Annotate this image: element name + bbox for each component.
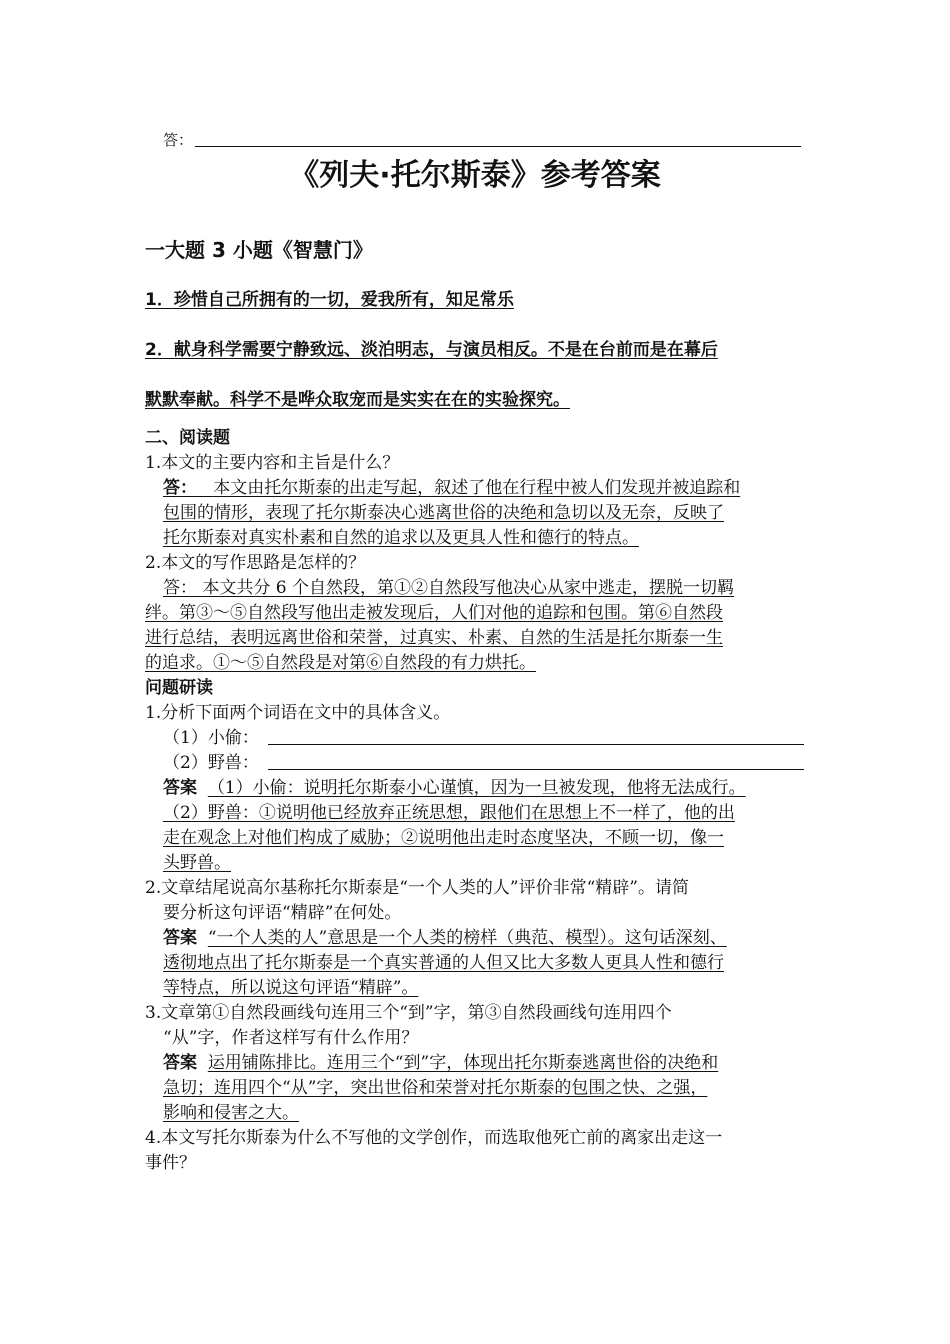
answer-label: 答案 xyxy=(163,778,197,798)
section2-q2-answer-line2: 绊。第③～⑤自然段写他出走被发现后，人们对他的追踪和包围。第⑥自然段 xyxy=(145,603,723,623)
answer-text: 本文由托尔斯泰的出走写起，叙述了他在行程中被人们发现并被追踪和 xyxy=(213,478,741,498)
answer-label: 答案 xyxy=(163,1053,197,1073)
section3-q1-sub1: （1）小偷： xyxy=(163,728,259,748)
section2-heading: 二、阅读题 xyxy=(145,428,230,448)
section3-question-4-line1: 4.本文写托尔斯泰为什么不写他的文学创作，而选取他死亡前的离家出走这一 xyxy=(145,1128,723,1148)
section3-q3-answer-line2: 急切；连用四个“从”字，突出世俗和荣誉对托尔斯泰的包围之快、之强， xyxy=(163,1078,708,1098)
top-answer-blank-line xyxy=(195,146,801,147)
section3-question-1: 1.分析下面两个词语在文中的具体含义。 xyxy=(145,703,451,723)
answer-text: 运用铺陈排比。连用三个“到”字，体现出托尔斯泰逃离世俗的决绝和 xyxy=(207,1053,719,1073)
section3-q1-answer-line3: 走在观念上对他们构成了威胁；②说明他出走时态度坚决，不顾一切，像一 xyxy=(163,828,724,848)
section3-question-3-line2: “从”字，作者这样写有什么作用？ xyxy=(163,1028,419,1048)
section3-q1-sub2: （2）野兽： xyxy=(163,753,259,773)
section1-answer-1: 1．珍惜自己所拥有的一切，爱我所有，知足常乐 xyxy=(145,290,514,310)
answer-text: “一个人类的人”意思是一个人类的榜样（典范、模型）。这句话深刻、 xyxy=(207,928,727,948)
section1-answer-2-line1: 2．献身科学需要宁静致远、淡泊明志，与演员相反。不是在台前而是在幕后 xyxy=(145,340,718,360)
top-answer-label: 答： xyxy=(163,131,194,149)
section3-question-2-line2: 要分析这句评语“精辟”在何处。 xyxy=(163,903,402,923)
sub1-blank-line xyxy=(268,744,804,745)
answer-text: （1）小偷：说明托尔斯泰小心谨慎，因为一旦被发现，他将无法成行。 xyxy=(207,778,746,798)
section3-q3-answer-line1 xyxy=(163,1051,718,1075)
sub2-blank-line xyxy=(268,769,804,770)
section3-q2-answer-line3: 等特点，所以说这句评语“精辟”。 xyxy=(163,978,419,998)
section2-q2-answer-line3: 进行总结，表明远离世俗和荣誉，过真实、朴素、自然的生活是托尔斯泰一生 xyxy=(145,628,723,648)
section2-question-1: 1.本文的主要内容和主旨是什么？ xyxy=(145,453,400,473)
section3-q1-answer-line2: （2）野兽：①说明他已经放弃正统思想，跟他们在思想上不一样了，他的出 xyxy=(163,803,735,823)
section3-q2-answer-line1 xyxy=(163,926,727,950)
page-title: 《列夫·托尔斯泰》参考答案 xyxy=(289,158,661,193)
section3-question-3-line1: 3.文章第①自然段画线句连用三个“到”字，第③自然段画线句连用四个 xyxy=(145,1003,672,1023)
section2-q2-answer-line4: 的追求。①～⑤自然段是对第⑥自然段的有力烘托。 xyxy=(145,653,536,673)
answer-label: 答案 xyxy=(163,928,197,948)
section3-question-4-line2: 事件？ xyxy=(145,1153,196,1173)
section3-q1-answer-line1 xyxy=(163,776,746,800)
section2-question-2: 2.本文的写作思路是怎样的？ xyxy=(145,553,366,573)
section1-heading: 一大题 3 小题《智慧门》 xyxy=(145,238,373,262)
section2-q1-answer-line2: 包围的情形，表现了托尔斯泰决心逃离世俗的决绝和急切以及无奈，反映了 xyxy=(163,503,724,523)
answer-label: 答： xyxy=(163,478,197,498)
section2-q2-answer-line1: 答： 本文共分 6 个自然段，第①②自然段写他决心从家中逃走，摆脱一切羁 xyxy=(163,578,735,598)
section1-answer-2-line2: 默默奉献。科学不是哗众取宠而是实实在在的实验探究。 xyxy=(145,390,570,410)
section3-q2-answer-line2: 透彻地点出了托尔斯泰是一个真实普通的人但又比大多数人更具人性和德行 xyxy=(163,953,724,973)
section3-q3-answer-line3: 影响和侵害之大。 xyxy=(163,1103,299,1123)
section2-q1-answer-line3: 托尔斯泰对真实朴素和自然的追求以及更具人性和德行的特点。 xyxy=(163,528,639,548)
section2-q1-answer-line1 xyxy=(163,476,740,500)
section3-question-2-line1: 2.文章结尾说高尔基称托尔斯泰是“一个人类的人”评价非常“精辟”。请简 xyxy=(145,878,689,898)
section3-heading: 问题研读 xyxy=(145,678,213,698)
section3-q1-answer-line4: 头野兽。 xyxy=(163,853,231,873)
